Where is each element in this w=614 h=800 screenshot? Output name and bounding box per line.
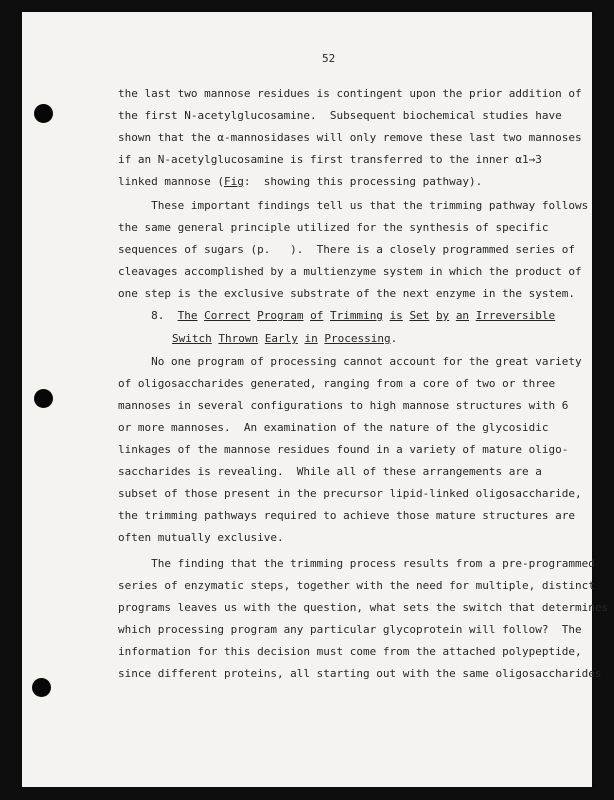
binder-hole-top xyxy=(34,104,53,123)
body-line: the same general principle utilized for the synthesis of specific xyxy=(118,221,549,234)
body-line: subset of those present in the precursor lipid-linked oligosaccharide, xyxy=(118,487,582,500)
body-line: one step is the exclusive substrate of the next enzyme in the system. xyxy=(118,287,575,300)
document-page xyxy=(22,12,609,787)
binder-hole-bottom xyxy=(32,678,51,697)
body-line: the last two mannose residues is contingent upon the prior addition of xyxy=(118,87,582,100)
body-line: often mutually exclusive. xyxy=(118,531,284,544)
page-number: 52 xyxy=(322,52,336,65)
body-line: shown that the α-mannosidases will only remove these last two mannoses xyxy=(118,131,582,144)
body-line: The finding that the trimming process results from a pre-programmed xyxy=(118,557,595,570)
body-line: which processing program any particular glycoprotein will follow? The xyxy=(118,623,582,636)
body-line: or more mannoses. An examination of the nature of the glycosidic xyxy=(118,421,549,434)
body-line: linkages of the mannose residues found in a variety of mature oligo- xyxy=(118,443,569,456)
body-line: series of enzymatic steps, together with the need for multiple, distinct xyxy=(118,579,595,592)
section-heading-line-2: Switch Thrown Early in Processing. xyxy=(172,332,398,345)
body-line: sequences of sugars (p. ). There is a closely programmed series of xyxy=(118,243,575,256)
binder-hole-middle xyxy=(34,389,53,408)
body-line: information for this decision must come from the attached polypeptide, xyxy=(118,645,582,658)
body-line: saccharides is revealing. While all of these arrangements are a xyxy=(118,465,542,478)
body-line: the first N-acetylglucosamine. Subsequent biochemical studies have xyxy=(118,109,562,122)
body-line: These important findings tell us that the trimming pathway follows xyxy=(118,199,589,212)
figure-reference: Fig xyxy=(223,175,244,188)
body-line: linked mannose (Fig: showing this processing pathway). xyxy=(118,175,483,188)
body-line: of oligosaccharides generated, ranging from a core of two or three xyxy=(118,377,556,390)
body-line: No one program of processing cannot account for the great variety xyxy=(118,355,582,368)
body-line: since different proteins, all starting out with the same oligosaccharides xyxy=(118,667,602,680)
section-heading-line-1: 8. The Correct Program of Trimming is Set by an Irreversible xyxy=(118,309,556,322)
body-line: cleavages accomplished by a multienzyme system in which the product of xyxy=(118,265,582,278)
body-line: programs leaves us with the question, what sets the switch that determines xyxy=(118,601,609,614)
body-line: if an N-acetylglucosamine is first transferred to the inner α1→3 xyxy=(118,153,542,166)
body-line: mannoses in several configurations to high mannose structures with 6 xyxy=(118,399,569,412)
body-line: the trimming pathways required to achieve those mature structures are xyxy=(118,509,575,522)
